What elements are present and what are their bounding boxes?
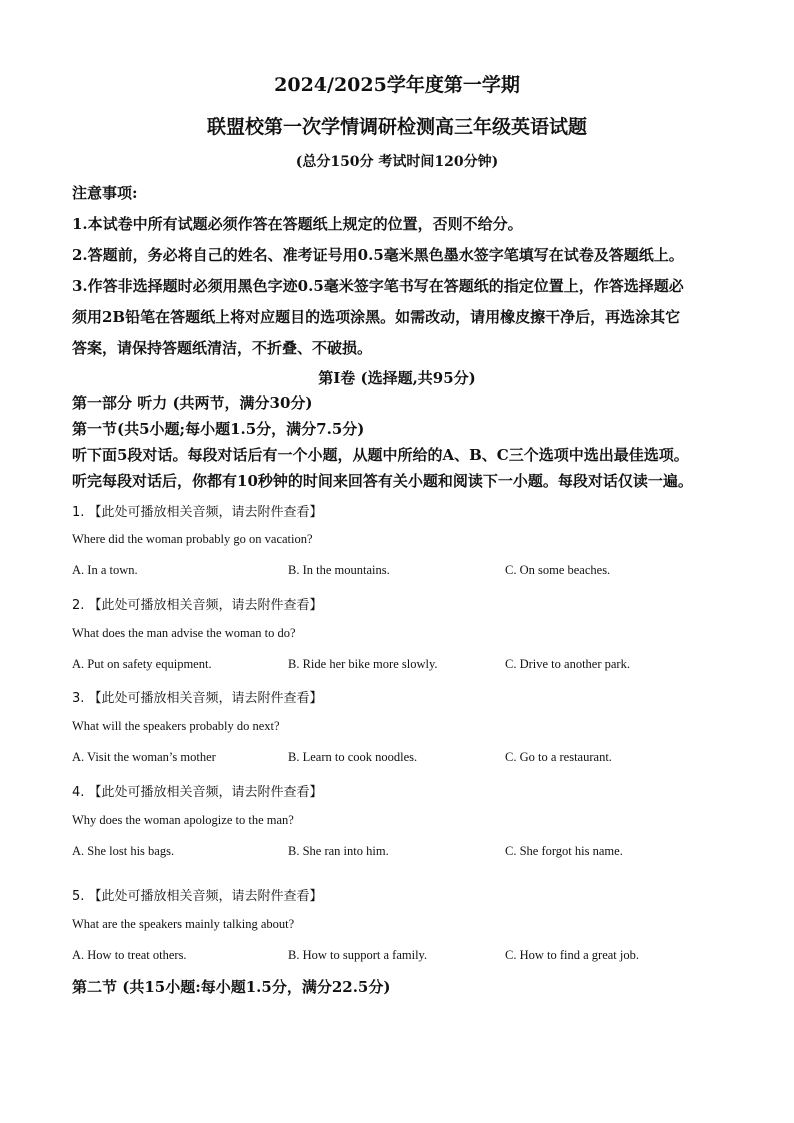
option-2c: C. Drive to another park.: [505, 657, 630, 671]
option-4a: A. She lost his bags.: [72, 844, 175, 858]
question-stem-1: Where did the woman probably go on vacation?: [72, 532, 313, 546]
instructions-line-2: 听完每段对话后，你都有10秒钟的时间来回答有关小题和阅读下一小题。每段对话仅读一遍。: [72, 472, 693, 490]
option-1c: C. On some beaches.: [505, 563, 611, 577]
option-1b: B. In the mountains.: [288, 563, 390, 577]
audio-tag-4[interactable]: 4. 【此处可播放相关音频，请去附件查看】: [72, 785, 323, 800]
exam-title: 联盟校第一次学情调研检测高三年级英语试题: [206, 116, 587, 138]
section2-title: 第二节 (共15小题:每小题1.5分，满分22.5分): [72, 978, 391, 996]
volume-title: 第Ⅰ卷 (选择题,共95分): [318, 369, 476, 387]
note-item-2: 2.答题前，务必将自己的姓名、准考证号用0.5毫米黑色墨水签字笔填写在试卷及答题纸上。: [72, 246, 684, 264]
audio-tag-2[interactable]: 2. 【此处可播放相关音频，请去附件查看】: [72, 598, 323, 613]
note-item-3-line-3: 答案，请保持答题纸清洁，不折叠、不破损。: [72, 339, 373, 357]
part1-title: 第一部分 听力 (共两节，满分30分): [72, 394, 313, 412]
option-5a: A. How to treat others.: [72, 948, 187, 962]
question-stem-2: What does the man advise the woman to do?: [72, 626, 296, 640]
note-item-3-line-2: 须用2B铅笔在答题纸上将对应题目的选项涂黑。如需改动，请用橡皮擦干净后，再选涂其它: [72, 308, 681, 326]
option-4b: B. She ran into him.: [288, 844, 389, 858]
option-3c: C. Go to a restaurant.: [505, 750, 612, 764]
note-item-1: 1.本试卷中所有试题必须作答在答题纸上规定的位置，否则不给分。: [72, 215, 523, 233]
question-stem-4: Why does the woman apologize to the man?: [72, 813, 294, 827]
audio-tag-5[interactable]: 5. 【此处可播放相关音频，请去附件查看】: [72, 889, 323, 904]
question-stem-5: What are the speakers mainly talking about?: [72, 917, 295, 931]
year-title: 2024/2025学年度第一学期: [274, 74, 520, 96]
option-4c: C. She forgot his name.: [505, 844, 623, 858]
instructions-line-1: 听下面5段对话。每段对话后有一个小题，从题中所给的A、B、C三个选项中选出最佳选项。: [72, 446, 689, 464]
option-5c: C. How to find a great job.: [505, 948, 640, 962]
option-1a: A. In a town.: [72, 563, 138, 577]
section1-title: 第一节(共5小题;每小题1.5分，满分7.5分): [72, 420, 365, 438]
option-2b: B. Ride her bike more slowly.: [288, 657, 438, 671]
note-item-3-line-1: 3.作答非选择题时必须用黑色字迹0.5毫米签字笔书写在答题纸的指定位置上，作答选择题必: [72, 277, 684, 295]
option-2a: A. Put on safety equipment.: [72, 657, 212, 671]
option-3b: B. Learn to cook noodles.: [288, 750, 418, 764]
question-stem-3: What will the speakers probably do next?: [72, 719, 280, 733]
audio-tag-3[interactable]: 3. 【此处可播放相关音频，请去附件查看】: [72, 691, 323, 706]
audio-tag-1[interactable]: 1. 【此处可播放相关音频，请去附件查看】: [72, 505, 323, 520]
option-5b: B. How to support a family.: [288, 948, 428, 962]
notes-heading: 注意事项:: [72, 184, 138, 202]
option-3a: A. Visit the woman’s mother: [72, 750, 216, 764]
exam-meta: (总分150分 考试时间120分钟): [295, 154, 499, 170]
